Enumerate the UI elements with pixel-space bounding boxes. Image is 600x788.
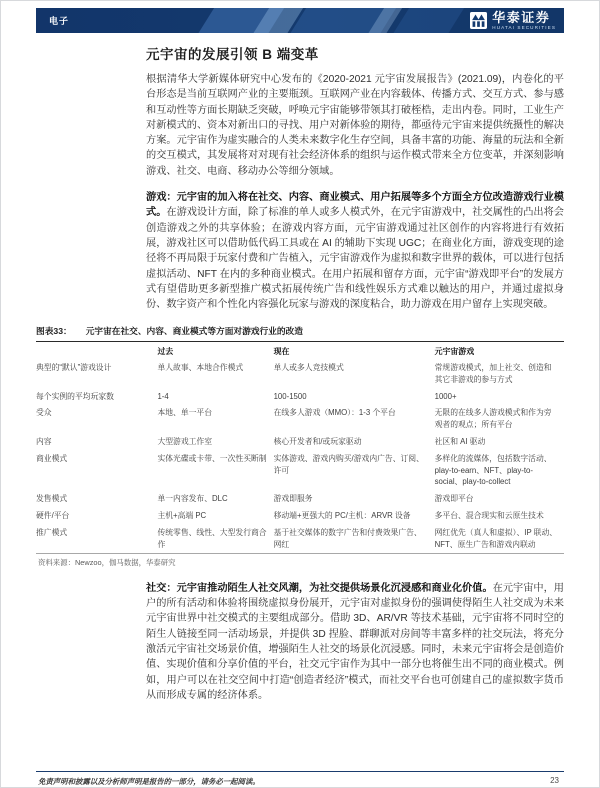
figure-caption: 元宇宙在社交、内容、商业模式等方面对游戏行业的改造 — [85, 326, 303, 337]
gaming-body: 在游戏设计方面，除了标准的单人或多人模式外，在元宇宙游戏中，社交属性的凸出将会创造游戏之外的共享体验；在游戏内容方面，元宇宙游戏通过社区创作的内容将进行有效拓展，游戏社区可以借助低代码工具或在 AI 的辅助下实现 UGC；在商业化方面，游戏变现的途径将不再局限于玩家付费和广告植入，元宇宙游戏作为虚拟和数字世界的载体，可以进行包括虚拟活动、NFT 在内的多种商业模式。在用户拓展和留存方面，元宇宙“游戏即平台”的发展方式有望借助更多新型推广模式拓展传统广告和线性娱乐方式难以触达的用户，并通过虚拟身份、数字资产和个性化内容强化玩家与游戏的深度粘合，助力游戏在用户留存上实现突破。 — [146, 207, 564, 311]
table-cell: 硬件/平台 — [36, 511, 70, 521]
table-cell: 典型的“默认”游戏设计 — [36, 363, 112, 373]
table-cell: 本地、单一平台 — [157, 408, 213, 418]
gaming-lead: 游戏：元宇宙的加入将在社交、内容、商业模式、用户拓展等多个方面全方位改造游戏行业模式。 — [146, 192, 564, 219]
table-cell: 核心开发者和/或玩家驱动 — [273, 437, 362, 447]
footer-disclaimer: 免责声明和披露以及分析师声明是报告的一部分，请务必一起阅读。 — [38, 777, 260, 786]
page-number: 23 — [550, 776, 559, 785]
table-cell: 单一内容发布、DLC — [157, 494, 228, 504]
table-cell: 单人或多人竞技模式 — [273, 363, 344, 373]
table-row — [36, 405, 564, 434]
brand-name-en: HUATAI SECURITIES — [492, 24, 556, 30]
table-cell: 在线多人游戏（MMO）：1-3 个平台 — [273, 408, 396, 418]
brand-name: 华泰证券 — [492, 9, 551, 25]
industry-category-label: 电子 — [49, 16, 70, 26]
table-cell: 每个实例的平均玩家数 — [36, 391, 114, 401]
table-row — [36, 388, 564, 405]
table-cell: 移动端+更强大的 PC/主机：ARVR 设备 — [273, 511, 411, 521]
brand-text — [492, 11, 556, 31]
table-cell: 无限的在线多人游戏模式和作为旁观者的观点；所有平台 — [434, 408, 552, 430]
table-col-header-past: 过去 — [157, 347, 174, 357]
brand-block — [470, 11, 556, 31]
page-title: 元宇宙的发展引领 B 端变革 — [146, 47, 319, 62]
social-paragraph — [146, 581, 564, 703]
table-cell: 网红优先（真人和虚拟）、IP 联动、NFT、原生广告和游戏内联动 — [434, 527, 558, 549]
table-col-header-present: 现在 — [273, 347, 290, 357]
figure-label: 图表33： — [36, 326, 72, 337]
table-cell: 常规游戏模式，加上社交、创造和其它非游戏的参与方式 — [434, 363, 552, 384]
table-cell: 社区和 AI 驱动 — [434, 437, 486, 447]
game-comparison-table — [36, 342, 564, 552]
table-row — [36, 491, 564, 508]
huatai-logo-icon — [470, 12, 487, 29]
social-body: 在元宇宙中，用户的所有活动和体验将围绕虚拟身份展开，元宇宙对虚拟身份的强调使得陌生人社交成为未来元宇宙世界中社交模式的主要组成部分。借助 3D、AR/VR 等技术基础，元宇宙将不同时空的陌生人链接至同一活动场景，并提供 3D 捏脸、群聊派对房间等丰富多样的社交玩法，将充分激活元宇宙社交场景价值，增强陌生人社交的场景化沉浸感。同时，未来元宇宙将会是创造价值、实现价值和分享价值的平台，社交元宇宙作为其中一部分也将催生出不同的商业模式。例如，用户可以在社交空间中打造“创造者经济”模式，而社交平台也可创建自己的虚拟数字货币从而形成专属的经济体系。 — [146, 582, 564, 701]
table-header-row — [36, 342, 564, 359]
figure-33 — [36, 325, 564, 567]
banner-decoration — [388, 8, 469, 33]
table-cell: 多平台、混合现实和云原生技术 — [434, 511, 544, 521]
table-cell: 100-1500 — [273, 391, 307, 401]
table-cell: 推广模式 — [36, 527, 68, 537]
table-cell: 多样化的流媒体，包括数字活动、play-to-earn、NFT、play-to-social、play-to-collect — [434, 453, 552, 487]
table-cell: 发售模式 — [36, 494, 68, 504]
table-cell: 传统零售、线性、大型发行商合作 — [157, 527, 267, 549]
game-comparison-table-wrap — [36, 342, 564, 553]
table-row — [36, 507, 564, 524]
table-cell: 大型游戏工作室 — [157, 437, 213, 447]
table-cell: 商业模式 — [36, 453, 68, 463]
table-cell: 实体游戏、游戏内购买/游戏内广告、订阅、许可 — [273, 453, 424, 475]
table-row — [36, 433, 564, 450]
table-col-header-metaverse: 元宇宙游戏 — [434, 347, 475, 357]
figure-source: 资料来源：Newzoo，伽马数据，华泰研究 — [38, 557, 176, 567]
figure-title — [36, 325, 564, 342]
report-body — [36, 33, 564, 714]
table-row — [36, 450, 564, 490]
table-cell: 单人故事、本地合作模式 — [157, 363, 244, 373]
table-cell: 实体光碟或卡带、一次性买断制 — [157, 453, 267, 463]
intro-paragraph: 根据清华大学新媒体研究中心发布的《2020-2021 元宇宙发展报告》(2021.09)，内卷化的平台形态是当前互联网产业的主要瓶颈。互联网产业在内容载体、传播方式、交互方式、参与感和互动性等方面长期缺乏突破，呼唤元宇宙能够带领其打破桎梏，走出内卷。同时，工业生产对新模式的、资本对新出口的寻找、用户对新体验的期待，都亟待元宇宙来提供统摄性的解决方案。元宇宙作为虚实融合的人类未来数字化生存空间，具备丰富的功能、海量的玩法和全新的交互模式，其发展将对对现有社会经济体系的组织与运作模式带来全方位变革，并深刻影响游戏、社交、电商、移动办公等细分领域。 — [146, 74, 564, 177]
table-cell: 基于社交媒体的数字广告和付费效果广告、网红 — [273, 527, 422, 549]
table-cell: 内容 — [36, 437, 52, 447]
table-row — [36, 359, 564, 388]
table-row — [36, 524, 564, 553]
report-header-banner — [36, 8, 564, 33]
table-cell: 主机+高端 PC — [157, 511, 207, 521]
footer-divider — [36, 771, 564, 772]
table-cell: 游戏即服务 — [273, 494, 313, 504]
table-col-header-blank — [36, 342, 157, 359]
table-cell: 1-4 — [157, 391, 169, 401]
gaming-paragraph — [146, 190, 564, 312]
table-cell: 受众 — [36, 408, 52, 418]
social-lead: 社交：元宇宙推动陌生人社交风潮，为社交提供场景化沉浸感和商业化价值。 — [146, 582, 493, 594]
table-cell: 1000+ — [434, 391, 457, 401]
table-cell: 游戏即平台 — [434, 494, 474, 504]
